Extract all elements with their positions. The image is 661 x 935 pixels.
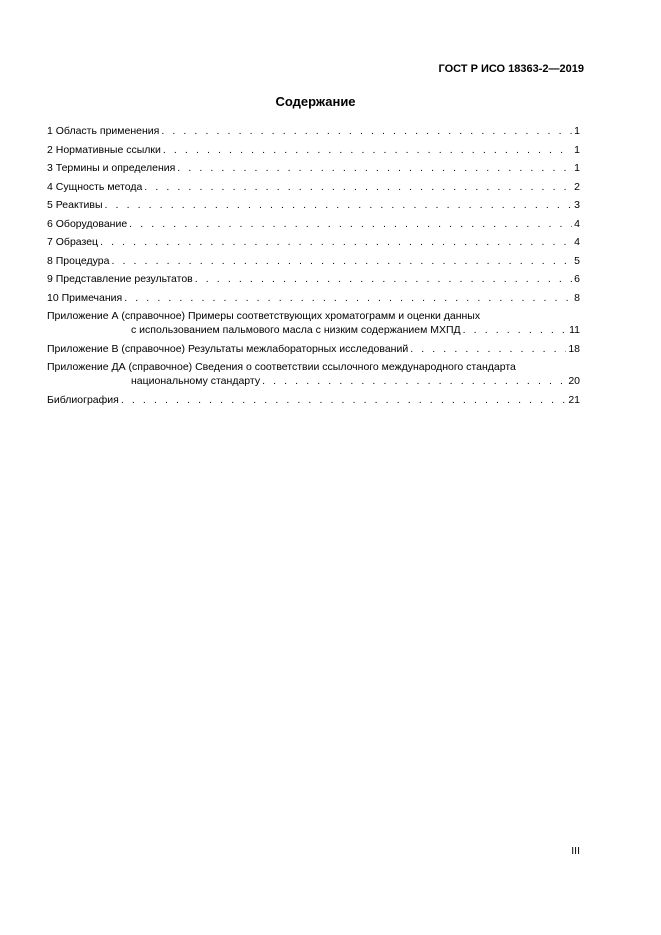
dot-leader	[410, 342, 566, 356]
toc-entry-page: 2	[574, 180, 580, 193]
page-number: III	[571, 845, 580, 857]
toc-entry-page: 1	[574, 143, 580, 156]
toc-entry-sample[interactable]	[47, 235, 580, 249]
toc-entry-page: 21	[568, 393, 580, 406]
dot-leader	[105, 198, 573, 212]
toc-entry-reagents[interactable]	[47, 198, 580, 212]
toc-entry-label: 6 Оборудование	[47, 217, 128, 230]
document-code: ГОСТ Р ИСО 18363-2—2019	[438, 63, 584, 75]
toc-entry-label: 2 Нормативные ссылки	[47, 143, 161, 156]
dot-leader	[463, 323, 567, 337]
dot-leader	[163, 143, 572, 157]
toc-entry-label: 3 Термины и определения	[47, 162, 176, 174]
toc-entry-page: 3	[574, 199, 580, 211]
toc-entry-label: Приложение В (справочное) Результаты межлабораторных исследований	[47, 342, 409, 355]
toc-entry-page: 20	[568, 375, 580, 387]
toc-entry-label: 5 Реактивы	[47, 199, 103, 211]
toc-entry-label: 1 Область применения	[47, 125, 160, 137]
toc-entry-label: 4 Сущность метода	[47, 180, 143, 193]
toc-entry-page: 6	[574, 273, 580, 285]
toc-entry-annex-b[interactable]	[47, 342, 580, 356]
toc-entry-normative-references[interactable]	[47, 143, 580, 157]
toc-entry-page: 4	[574, 217, 580, 230]
dot-leader	[262, 374, 566, 388]
dot-leader	[100, 235, 572, 249]
toc-entry-annex-da[interactable]	[47, 360, 580, 388]
dot-leader	[161, 124, 572, 138]
toc-entry-label: 8 Процедура	[47, 254, 110, 267]
table-of-contents	[47, 124, 580, 411]
toc-entry-page: 4	[574, 236, 580, 248]
toc-entry-label: Библиография	[47, 393, 119, 406]
toc-entry-page: 18	[568, 342, 580, 355]
toc-entry-page: 11	[569, 324, 580, 336]
dot-leader	[111, 254, 572, 268]
toc-entry-label: 7 Образец	[47, 236, 99, 248]
toc-entry-method-principle[interactable]	[47, 180, 580, 194]
dot-leader	[144, 180, 572, 194]
page-title: Содержание	[275, 94, 356, 109]
toc-entry-label: 10 Примечания	[47, 291, 123, 304]
toc-entry-procedure[interactable]	[47, 254, 580, 268]
toc-entry-scope[interactable]	[47, 124, 580, 138]
dot-leader	[177, 161, 572, 175]
toc-entry-page: 5	[574, 254, 580, 267]
toc-entry-label-continuation: с использованием пальмового масла с низким содержанием МХПД	[131, 324, 461, 336]
toc-entry-label-continuation: национальному стандарту	[131, 375, 261, 387]
toc-entry-page: 1	[574, 125, 580, 137]
toc-entry-page: 8	[574, 291, 580, 304]
toc-entry-equipment[interactable]	[47, 217, 580, 231]
toc-entry-label: Приложение А (справочное) Примеры соответствующих хроматограмм и оценки данных	[47, 310, 481, 322]
toc-entry-annex-a[interactable]	[47, 309, 580, 337]
dot-leader	[124, 291, 572, 305]
toc-entry-terms[interactable]	[47, 161, 580, 175]
dot-leader	[121, 393, 566, 407]
toc-entry-results[interactable]	[47, 272, 580, 286]
toc-entry-label: Приложение ДА (справочное) Сведения о соответствии ссылочного международного стандарта	[47, 361, 516, 373]
dot-leader	[195, 272, 572, 286]
dot-leader	[129, 217, 572, 231]
toc-entry-page: 1	[574, 162, 580, 174]
toc-entry-label: 9 Представление результатов	[47, 273, 193, 285]
toc-entry-notes[interactable]	[47, 291, 580, 305]
toc-entry-bibliography[interactable]	[47, 393, 580, 407]
